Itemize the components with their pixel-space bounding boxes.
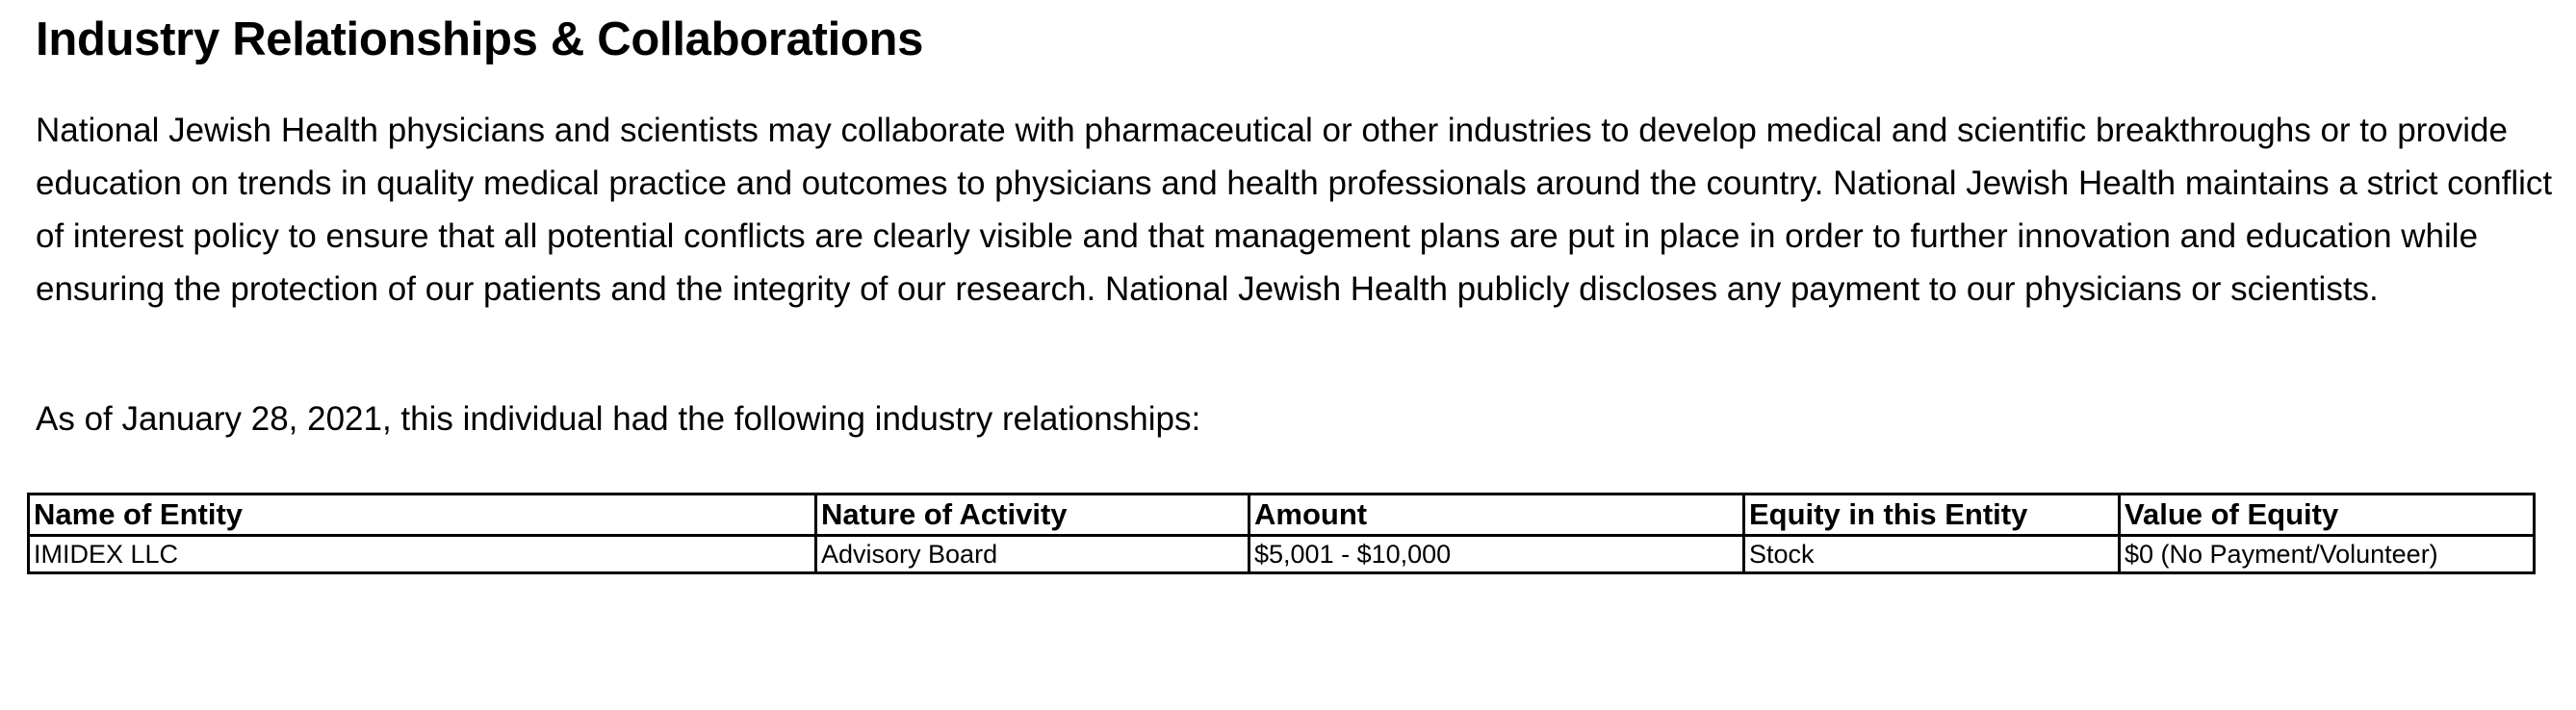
column-header-equity-in-entity: Equity in this Entity [1744,494,2120,536]
cell-equity-in-entity: Stock [1744,536,2120,573]
page-title: Industry Relationships & Collaborations [36,13,924,65]
table-header-row [29,494,2535,536]
column-header-amount: Amount [1249,494,1744,536]
column-header-name-of-entity: Name of Entity [29,494,816,536]
table-row [29,536,2535,573]
cell-name-of-entity: IMIDEX LLC [29,536,816,573]
column-header-value-of-equity: Value of Equity [2120,494,2535,536]
cell-amount: $5,001 - $10,000 [1249,536,1744,573]
column-header-nature-of-activity: Nature of Activity [816,494,1249,536]
cell-nature-of-activity: Advisory Board [816,536,1249,573]
cell-value-of-equity: $0 (No Payment/Volunteer) [2120,536,2535,573]
industry-relationships-table [27,493,2536,574]
as-of-statement: As of January 28, 2021, this individual had the following industry relationships: [36,400,1201,438]
intro-paragraph: National Jewish Health physicians and scientists may collaborate with pharmaceutical or other industries to develop medical and scientific breakthroughs or to provide education on trends in quality medical practice and outcomes to physicians and health professionals around the country. National Jewish Health maintains a strict conflict of interest policy to ensure that all potential conflicts are clearly visible and that management plans are put in place in order to further innovation and education while ensuring the protection of our patients and the integrity of our research. National Jewish Health publicly discloses any payment to our physicians or scientists. [36,112,2553,308]
